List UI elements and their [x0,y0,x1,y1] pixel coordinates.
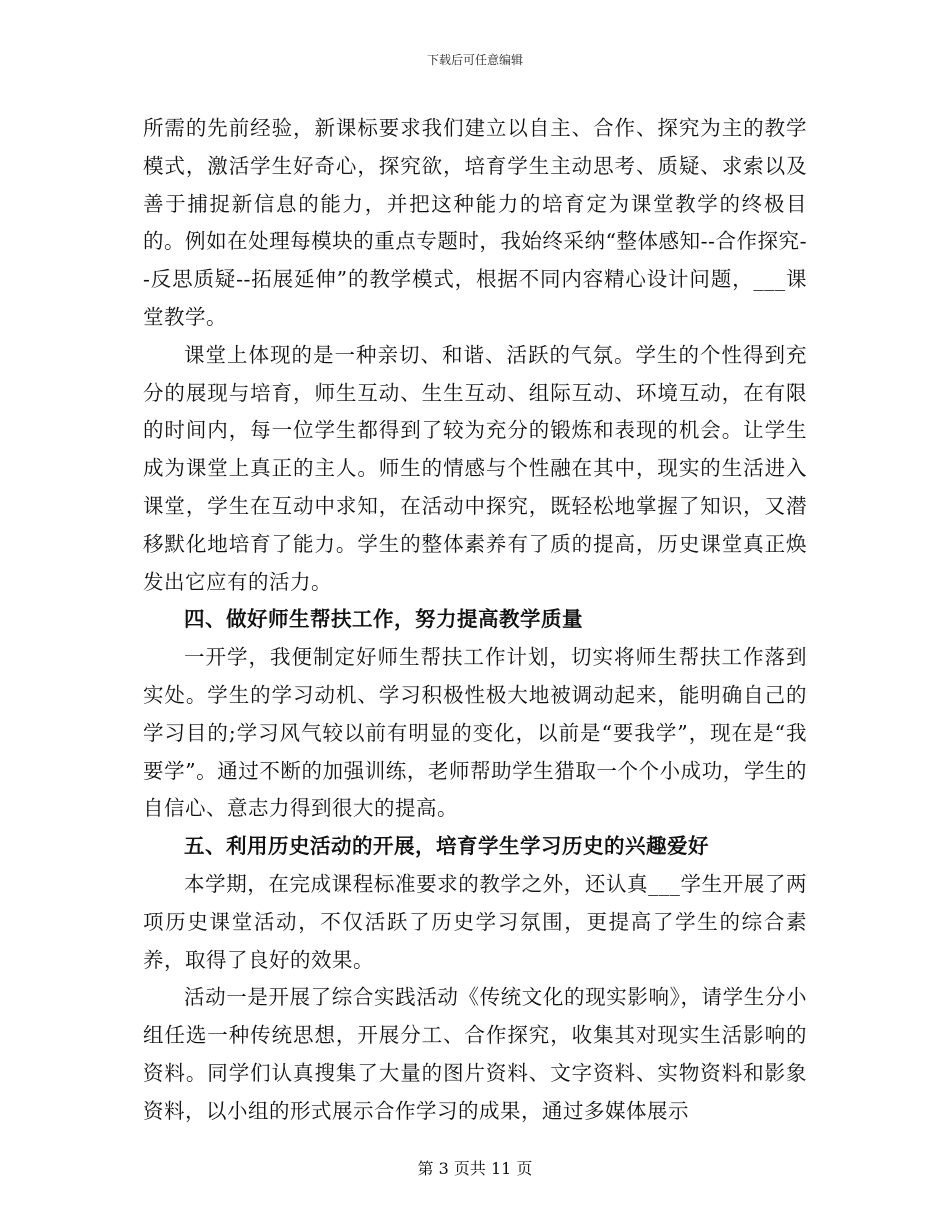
paragraph-4: 本学期，在完成课程标准要求的教学之外，还认真___学生开展了两项历史课堂活动，不仅活跃了历史学习氛围，更提高了学生的综合素养，取得了良好的效果。 [143,871,807,972]
paragraph-1: 所需的先前经验，新课标要求我们建立以自主、合作、探究为主的教学模式，激活学生好奇心，探究欲，培育学生主动思考、质疑、求索以及善于捕捉新信息的能力，并把这种能力的培育定为课堂教学的终极目的。例如在处理每模块的重点专题时，我始终采纳“整体感知--合作探究--反思质疑--拓展延伸”的教学模式，根据不同内容精心设计问题，___课堂教学。 [143,116,807,329]
paragraph-5: 活动一是开展了综合实践活动《传统文化的现实影响》，请学生分小组任选一种传统思想，开展分工、合作探究，收集其对现实生活影响的资料。同学们认真搜集了大量的图片资料、文字资料、实物资料和影象资料，以小组的形式展示合作学习的成果，通过多媒体展示 [143,985,807,1123]
section-heading-4: 四、做好师生帮扶工作，努力提高教学质量 [184,607,583,632]
page-number: 第 3 页共 11 页 [417,1159,533,1178]
document-body [143,110,807,1131]
page-header: 下载后可任意编辑 [426,53,523,67]
section-heading-5: 五、利用历史活动的开展，培育学生学习历史的兴趣爱好 [184,834,709,859]
paragraph-3: 一开学，我便制定好师生帮扶工作计划，切实将师生帮扶工作落到实处。学生的学习动机、学习积极性极大地被调动起来，能明确自己的学习目的;学习风气较以前有明显的变化，以前是“要我学”，现在是“我要学”。通过不断的加强训练，老师帮助学生猎取一个个小成功，学生的自信心、意志力得到很大的提高。 [143,645,807,821]
paragraph-2: 课堂上体现的是一种亲切、和谐、活跃的气氛。学生的个性得到充分的展现与培育，师生互动、生生互动、组际互动、环境互动，在有限的时间内，每一位学生都得到了较为充分的锻炼和表现的机会。让学生成为课堂上真正的主人。师生的情感与个性融在其中，现实的生活进入课堂，学生在互动中求知，在活动中探究，既轻松地掌握了知识，又潜移默化地培育了能力。学生的整体素养有了质的提高，历史课堂真正焕发出它应有的活力。 [143,342,807,594]
